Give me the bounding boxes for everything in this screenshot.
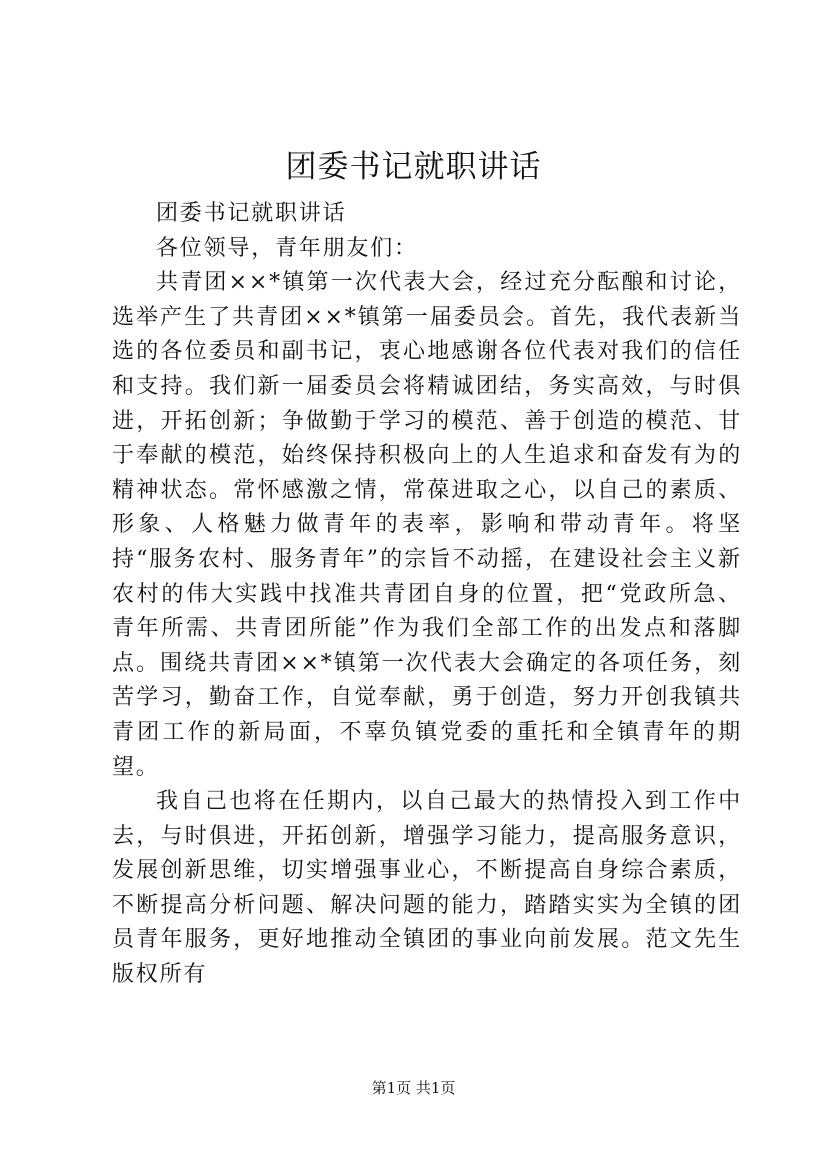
- paragraph-main: 共青团××*镇第一次代表大会，经过充分酝酿和讨论，选举产生了共青团××*镇第一届委员会。首先，我代表新当选的各位委员和副书记，衷心地感谢各位代表对我们的信任和支持。我们新一届委员会将精诚团结，务实高效，与时俱进，开拓创新；争做勤于学习的模范、善于创造的模范、甘于奉献的模范，始终保持积极向上的人生追求和奋发有为的精神状态。常怀感激之情，常葆进取之心，以自己的素质、形象、人格魅力做青年的表率，影响和带动青年。将坚持“服务农村、服务青年”的宗旨不动摇，在建设社会主义新农村的伟大实践中找准共青团自身的位置，把“党政所急、青年所需、共青团所能”作为我们全部工作的出发点和落脚点。围绕共青团××*镇第一次代表大会确定的各项任务，刻苦学习，勤奋工作，自觉奉献，勇于创造，努力开创我镇共青团工作的新局面，不辜负镇党委的重托和全镇青年的期望。: [112, 270, 742, 780]
- paragraph-greeting: 各位领导，青年朋友们：: [156, 235, 418, 261]
- document-body: [112, 197, 742, 993]
- paragraph-closing: 我自己也将在任期内，以自己最大的热情投入到工作中去，与时俱进，开拓创新，增强学习能力，提高服务意识，发展创新思维，切实增强事业心，不断提高自身综合素质，不断提高分析问题、解决问题的能力，踏踏实实为全镇的团员青年服务，更好地推动全镇团的事业向前发展。范文先生版权所有: [112, 789, 742, 988]
- paragraph-subtitle: 团委书记就职讲话: [156, 201, 347, 226]
- document-title: 团委书记就职讲话: [285, 149, 542, 185]
- page-number-footer: 第1页 共1页: [371, 1079, 456, 1097]
